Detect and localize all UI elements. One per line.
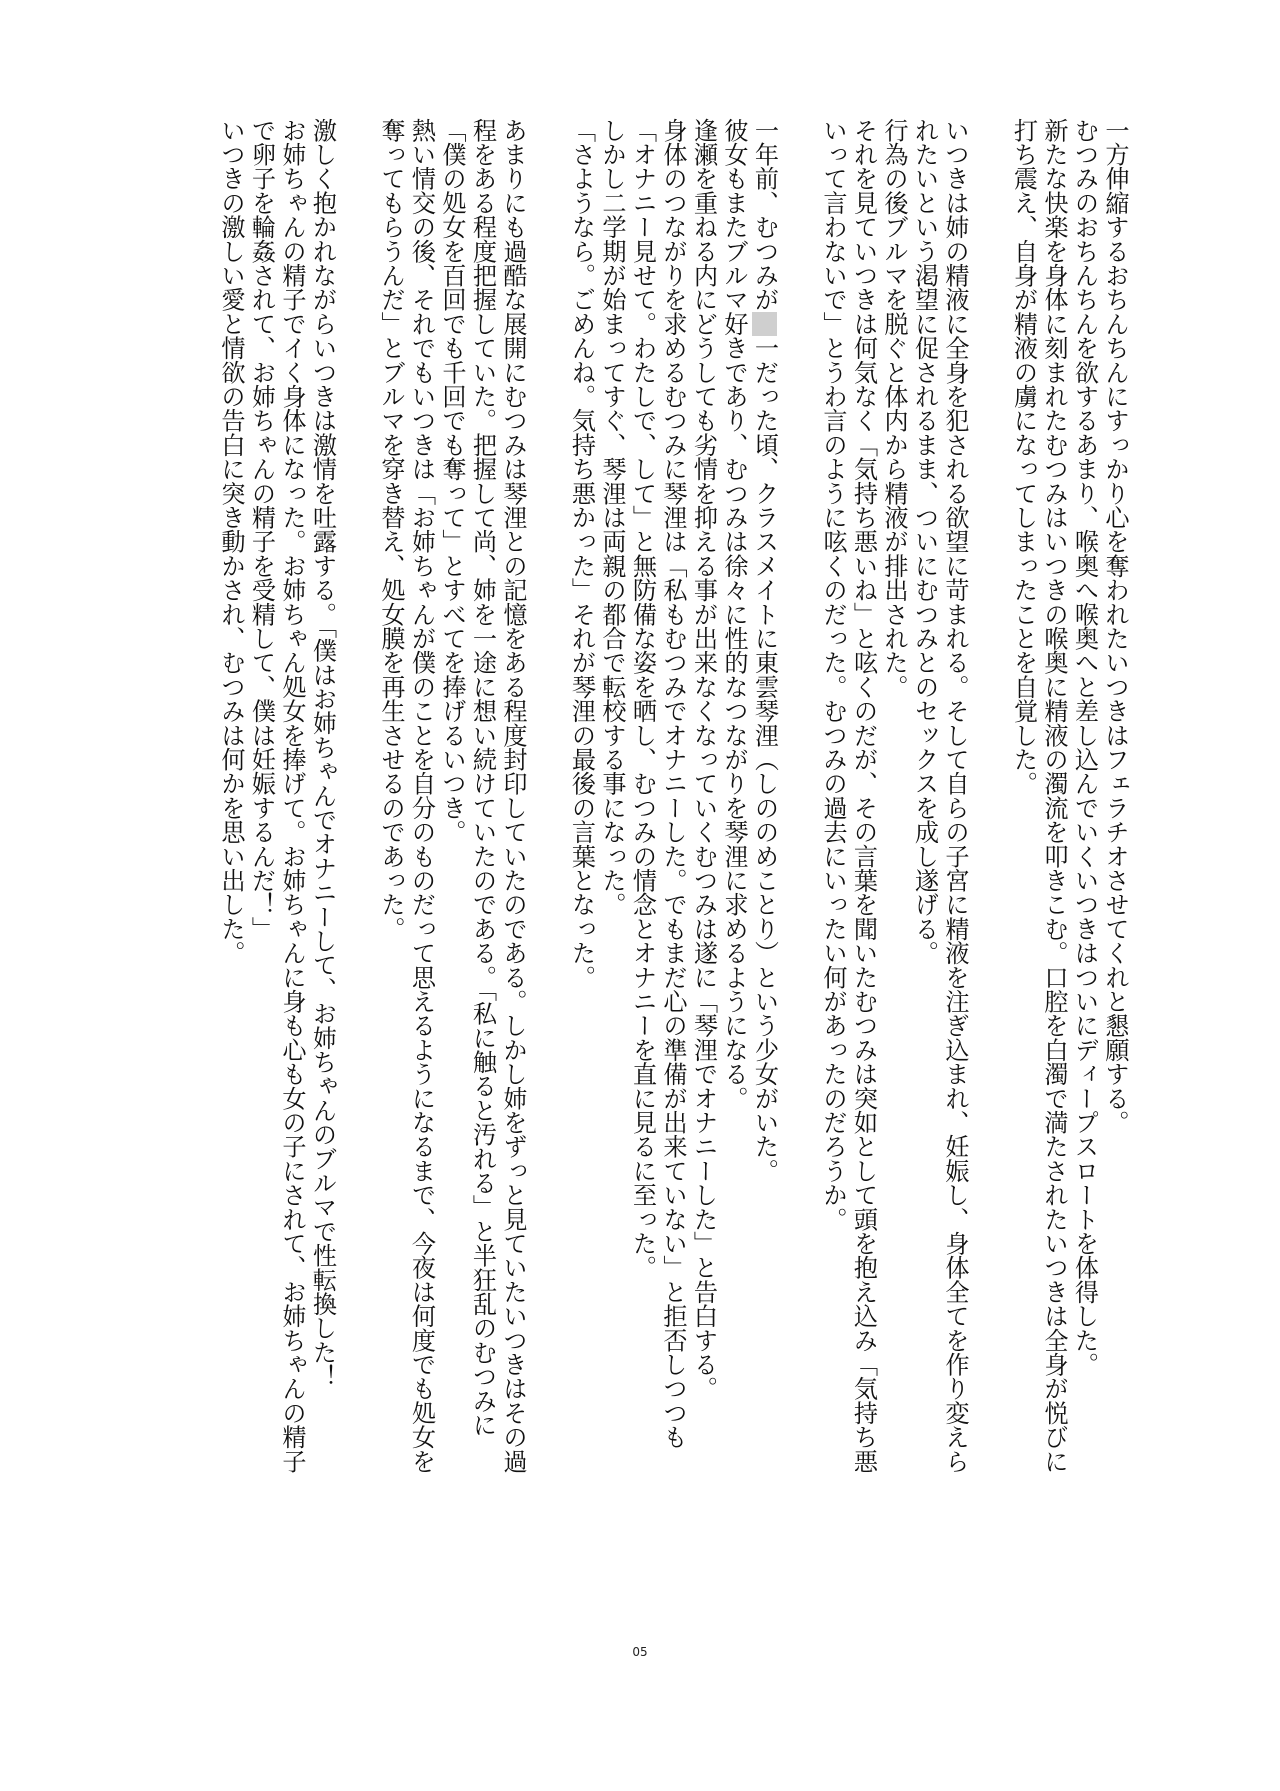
paragraph-gap — [780, 118, 818, 1478]
text-line: むつみのおちんちんを欲するあまり、喉奥へ喉奥へと差し込んでいくいつきはついにディープスロートを体得した。 — [1070, 118, 1099, 1377]
text-line: お姉ちゃんの精子でイく身体になった。お姉ちゃん処女を捧げて。お姉ちゃんに身も心も女の子にされて、お姉ちゃんの精子 — [278, 118, 306, 1474]
redacted-mark — [752, 312, 776, 336]
text-line: 新たな快楽を身体に刻まれたむつみはいつきの喉奥に精液の濁流を叩きこむ。口腔を白濁で満たされたいつきは全身が悦びに — [1040, 118, 1068, 1474]
text-line: いつきは姉の精液に全身を犯される欲望に苛まれる。そして自らの子宮に精液を注ぎ込まれ、妊娠し、身体全てを作り変えら — [941, 118, 969, 1474]
text-line: 熱い情交の後、それでもいつきは「お姉ちゃんが僕のことを自分のものだって思えるようになるまで、今夜は何度でも処女を — [407, 118, 436, 1474]
paragraph-gap — [970, 118, 1008, 1478]
text-line: それを見ていつきは何気なく「気持ち悪いね」と呟くのだが、その言葉を聞いたむつみは突如として頭を抱え込み「気持ち悪 — [849, 118, 878, 1474]
text-line: 行為の後ブルマを脱ぐと体内から精液が排出された。 — [880, 118, 908, 699]
text-line: 「さようなら。ごめんね。気持ち悪かった」それが琴浬の最後の言葉となった。 — [567, 118, 596, 990]
text-line: いって言わないで」とうわ言のように呟くのだった。むつみの過去にいったい何があったのだろうか。 — [819, 118, 847, 1232]
text-line: で卵子を輪姦されて、お姉ちゃんの精子を受精して、僕は妊娠するんだ！」 — [247, 118, 276, 941]
text-line: あまりにも過酷な展開にむつみは琴浬との記憶をある程度封印していたのである。しかし姉をずっと見ていたいつきはその過 — [499, 118, 527, 1474]
text-line: 彼女もまたブルマ好きであり、むつみは徐々に性的なつながりを琴浬に求めるようになる。 — [720, 118, 748, 1111]
text-line: 程をある程度把握していた。把握して尚、姉を一途に想い続けていたのである。「私に触ると汚れる」と半狂乱のむつみに — [468, 118, 497, 1437]
text-line: 一方伸縮するおちんちんにすっかり心を奪われたいつきはフェラチオさせてくれと懇願する。 — [1101, 118, 1129, 1135]
text-line: 「僕の処女を百回でも千回でも奪って」とすべてを捧げるいつき。 — [438, 118, 466, 844]
paragraph-gap — [528, 118, 566, 1478]
text-line: 打ち震え、自身が精液の虜になってしまったことを自覚した。 — [1009, 118, 1038, 796]
text-line: 逢瀬を重ねる内にどうしても劣情を抑える事が出来なくなっていくむつみは遂に「琴浬でオナニーした」と告白する。 — [689, 118, 718, 1401]
text-line: いつきの激しい愛と情欲の告白に突き動かされ、むつみは何かを思い出した。 — [217, 118, 245, 965]
text-line: 奪ってもらうんだ」とブルマを穿き替え、処女膜を再生させるのであった。 — [377, 118, 405, 941]
text-line: れたいという渇望に促されるまま、ついにむつみとのセックスを成し遂げる。 — [910, 118, 939, 965]
text-line: 「オナニー見せて。わたしで、して」と無防備な姿を晒し、むつみの情念とオナニーを直に見るに至った。 — [628, 118, 657, 1280]
page-number: 05 — [632, 1645, 648, 1659]
vertical-text-body — [130, 118, 1130, 1478]
text-line: しかし二学期が始まってすぐ、琴浬は両親の都合で転校する事になった。 — [598, 118, 626, 917]
text-line: 激しく抱かれながらいつきは激情を吐露する。「僕はお姉ちゃんでオナニーして、お姉ちゃんのブルマで性転換した！ — [308, 118, 337, 1389]
text-line: 一年前、むつみが一だった頃、クラスメイトに東雲琴浬（しののめことり）という少女がいた。 — [750, 118, 779, 1183]
paragraph-gap — [338, 118, 376, 1478]
text-line: 身体のつながりを求めるむつみに琴浬は「私もむつみでオナニーした。でもまだ心の準備が出来ていない」と拒否しつつも — [659, 118, 687, 1449]
